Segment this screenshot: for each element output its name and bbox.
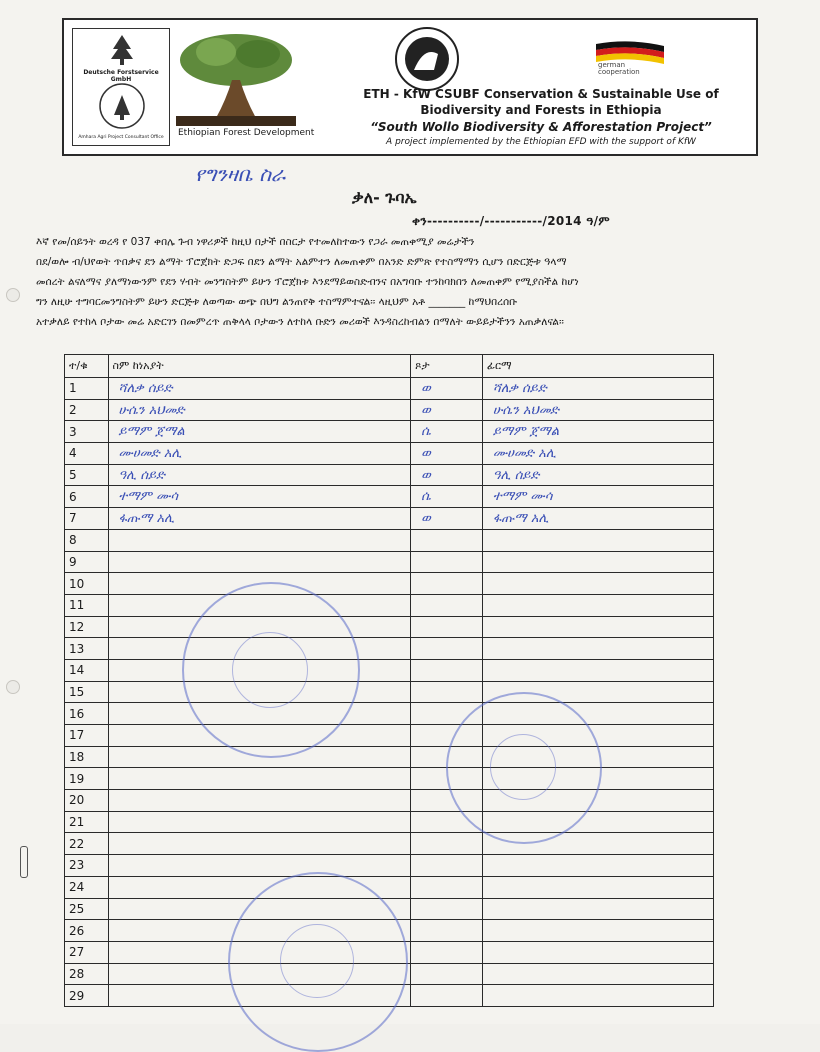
row-signature: [482, 638, 713, 660]
row-signature: ይማም ጀማል: [482, 421, 713, 443]
row-name: ሁሴን አህመድ: [108, 399, 411, 421]
row-signature: [482, 963, 713, 985]
row-number: 9: [65, 551, 109, 573]
row-signature: ተማም ሙሳ: [482, 486, 713, 508]
dfs-logo-icon: [73, 29, 171, 69]
row-signature: [482, 920, 713, 942]
row-name: ዓሊ ሰይድ: [108, 464, 411, 486]
row-number: 6: [65, 486, 109, 508]
banner-subtitle: A project implemented by the Ethiopian EFD with the support of KfW: [386, 137, 696, 147]
paragraph-line: እኛ የመ/ሰይንት ወረዳ የ 037 ቀበሌ ጉብ ነዋሪዎች ከዚህ በታች በስርታ የተመለከተውን የጋራ መጠቀሚያ መሬታችን: [36, 236, 475, 248]
table-header-row: [65, 355, 714, 378]
row-number: 4: [65, 443, 109, 465]
row-name: [108, 790, 411, 812]
row-signature: ሙሀመድ አሊ: [482, 443, 713, 465]
row-number: 2: [65, 399, 109, 421]
date-line: ቀን----------/-----------/2014 ዓ/ም: [412, 214, 610, 228]
table-row: [65, 811, 714, 833]
row-signature: ፋጡማ አሊ: [482, 508, 713, 530]
row-signature: ዓሊ ሰይድ: [482, 464, 713, 486]
row-number: 24: [65, 876, 109, 898]
efd-label: Ethiopian Forest Development: [178, 128, 315, 138]
row-signature: [482, 855, 713, 877]
row-sex: ሴ: [411, 421, 483, 443]
paragraph-line: ግን ለዚሁ ተግባርመንግስትም ይሁን ድርጅቱ ለወጣው ወጭ በህግ ልንጠየቅ ተስማምተናል፡፡ ላዚህም አቶ _______ ከማህበረሰቡ: [36, 296, 518, 308]
table-row: [65, 378, 714, 400]
row-sex: [411, 573, 483, 595]
row-name: ሻለቃ ሰይድ: [108, 378, 411, 400]
row-number: 21: [65, 811, 109, 833]
row-sex: [411, 681, 483, 703]
row-sex: ወ: [411, 464, 483, 486]
row-number: 5: [65, 464, 109, 486]
table-row: [65, 725, 714, 747]
table-row: [65, 855, 714, 877]
column-header-sex: ጾታ: [411, 355, 483, 378]
punch-hole: [6, 288, 20, 302]
row-number: 8: [65, 529, 109, 551]
row-sex: [411, 551, 483, 573]
banner-title: ETH - KfW CSUBF Conservation & Sustainable Use of Biodiversity and Forests in Ethiopia: [363, 87, 719, 117]
row-number: 23: [65, 855, 109, 877]
row-sex: ወ: [411, 399, 483, 421]
row-sex: [411, 616, 483, 638]
row-sex: ወ: [411, 508, 483, 530]
row-signature: [482, 573, 713, 595]
official-stamp-icon: [182, 582, 360, 758]
punch-hole: [6, 680, 20, 694]
row-sex: [411, 855, 483, 877]
row-signature: [482, 659, 713, 681]
row-number: 19: [65, 768, 109, 790]
dfs-subtitle: Amhara Agri Project Consultant Office: [78, 135, 164, 140]
row-name: [108, 855, 411, 877]
table-row: [65, 638, 714, 660]
table-row: [65, 876, 714, 898]
row-name: ተማም ሙሳ: [108, 486, 411, 508]
table-row: [65, 399, 714, 421]
column-header-name: ስም ከነአያት: [108, 355, 411, 378]
row-number: 13: [65, 638, 109, 660]
table-row: [65, 768, 714, 790]
german-cooperation-label: german cooperation: [598, 61, 640, 76]
banner-project-name: “South Wollo Biodiversity & Afforestation Project”: [370, 120, 712, 134]
row-sex: [411, 985, 483, 1007]
paragraph-line: በደ/ወሎ ብ/ህየወት ጥበቃና ደን ልማት ፕሮጀክት ድጋፍ በደን ልማት አልምተን ለመጠቀም በአንድ ድምጽ የተስማማን ሲሆን በድርጅቱ ዓላማ: [36, 256, 567, 268]
row-signature: [482, 876, 713, 898]
table-row: [65, 790, 714, 812]
row-sex: ሴ: [411, 486, 483, 508]
column-header-number: ተ/ቁ: [65, 355, 109, 378]
table-row: [65, 594, 714, 616]
table-row: [65, 443, 714, 465]
table-row: [65, 421, 714, 443]
row-sex: [411, 833, 483, 855]
row-signature: [482, 551, 713, 573]
row-number: 14: [65, 659, 109, 681]
row-number: 26: [65, 920, 109, 942]
row-number: 1: [65, 378, 109, 400]
row-signature: [482, 594, 713, 616]
row-sex: [411, 594, 483, 616]
column-header-signature: ፊርማ: [482, 355, 713, 378]
row-number: 12: [65, 616, 109, 638]
row-signature: [482, 985, 713, 1007]
row-number: 17: [65, 725, 109, 747]
row-sex: [411, 963, 483, 985]
row-number: 18: [65, 746, 109, 768]
table-row: [65, 703, 714, 725]
paragraph-line: መሰረት ልናለማና ያለማነውንም የደን ሃብት መንግስትም ይሁን ፕሮጀክቱ እንደማይወስድብንና በአግባቡ ተንከባክበን ለመጠቀም የሚያስችል ከሆነ: [36, 276, 579, 288]
dfs-logo: [72, 28, 170, 146]
row-number: 10: [65, 573, 109, 595]
row-signature: [482, 898, 713, 920]
table-row: [65, 573, 714, 595]
paragraph-line: አተቃለይ የተከላ ቦታው መሬ አድርገን በመምረጥ ጠቅላላ ቦታውን ለተከላ ቡድን መሪወች እንዳስረከብልን በማለት ውይይታችንን አጠቃለናል፡፡: [36, 316, 564, 328]
row-number: 27: [65, 941, 109, 963]
row-name: [108, 833, 411, 855]
row-name: [108, 768, 411, 790]
row-number: 20: [65, 790, 109, 812]
row-name: ይማም ጀማል: [108, 421, 411, 443]
row-signature: ሁሴን አህመድ: [482, 399, 713, 421]
row-name: ሙሀመድ አሊ: [108, 443, 411, 465]
row-sex: ወ: [411, 443, 483, 465]
handwritten-heading: የግንዛቤ ስራ: [195, 162, 286, 186]
tree-logo-icon: [176, 30, 296, 130]
official-stamp-icon: [228, 872, 408, 1052]
table-row: [65, 508, 714, 530]
row-signature: ሻለቃ ሰይድ: [482, 378, 713, 400]
paper-clip: [20, 846, 28, 878]
row-sex: [411, 920, 483, 942]
table-row: [65, 659, 714, 681]
official-stamp-icon: [446, 692, 602, 844]
row-number: 25: [65, 898, 109, 920]
row-name: [108, 551, 411, 573]
row-number: 28: [65, 963, 109, 985]
row-sex: [411, 638, 483, 660]
row-sex: [411, 876, 483, 898]
row-number: 7: [65, 508, 109, 530]
table-row: [65, 551, 714, 573]
table-row: [65, 529, 714, 551]
dfs-name: Deutsche Forstservice GmbH: [83, 69, 159, 83]
row-number: 16: [65, 703, 109, 725]
row-sex: [411, 529, 483, 551]
row-number: 3: [65, 421, 109, 443]
table-row: [65, 681, 714, 703]
row-sex: [411, 659, 483, 681]
table-row: [65, 486, 714, 508]
row-number: 11: [65, 594, 109, 616]
seal-logo-icon: [394, 26, 460, 92]
row-name: [108, 811, 411, 833]
dfs-seal-icon: [92, 81, 152, 131]
table-row: [65, 833, 714, 855]
table-row: [65, 464, 714, 486]
row-sex: [411, 898, 483, 920]
row-signature: [482, 616, 713, 638]
row-signature: [482, 529, 713, 551]
row-name: ፋጡማ አሊ: [108, 508, 411, 530]
row-name: [108, 529, 411, 551]
table-row: [65, 746, 714, 768]
row-sex: ወ: [411, 378, 483, 400]
row-sex: [411, 941, 483, 963]
row-signature: [482, 941, 713, 963]
project-banner: [62, 18, 758, 156]
table-row: [65, 616, 714, 638]
row-number: 29: [65, 985, 109, 1007]
row-number: 15: [65, 681, 109, 703]
row-number: 22: [65, 833, 109, 855]
document-title: ቃለ- ጉባኤ: [352, 188, 417, 207]
